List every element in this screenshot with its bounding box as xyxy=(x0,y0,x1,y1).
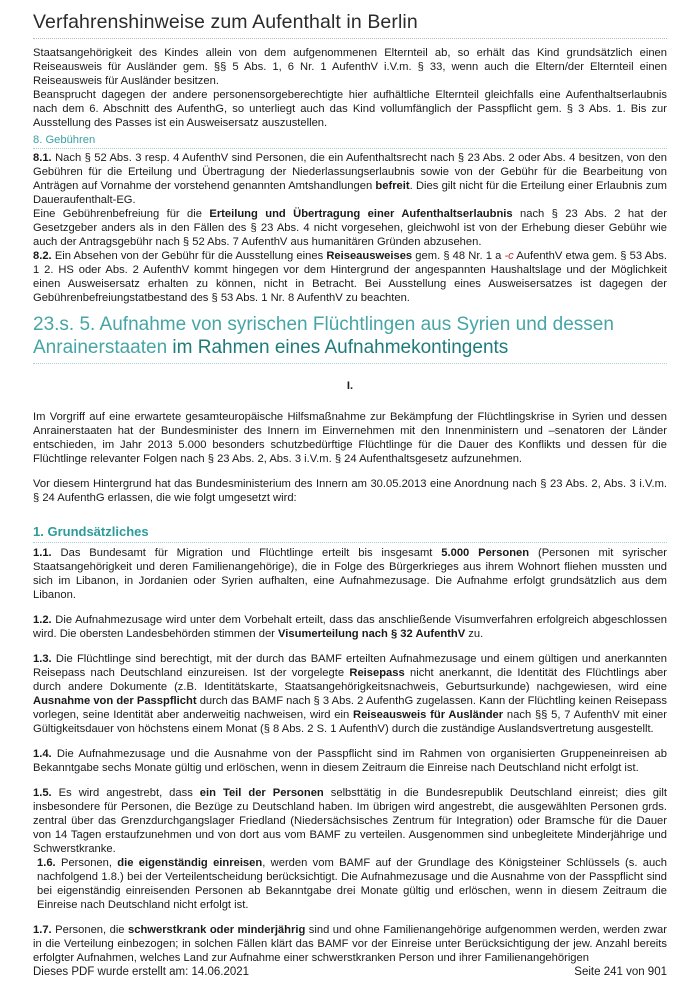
paragraph-8-2: 8.2. Ein Absehen von der Gebühr für die Ausstellung eines Reiseausweises gem. § 48 Nr. 1 a -c AufenthV etwa gem. § 53 Abs. 1 2. HS oder Abs. 2 AufenthV kommt hingegen vor dem Hintergrund der angespannten Haushaltslage und der Möglichkeit einen Ausweisersatz erhalten zu können, nicht in Betracht. Bei Ausstellung eines Ausweisersatzes ist dagegen der Gebührenbefreiungstatbestand des § 53 Abs. 1 Nr. 8 AufenthV zu beachten. xyxy=(33,250,667,305)
document-title: Verfahrenshinweise zum Aufenthalt in Berlin xyxy=(33,10,667,39)
paragraph-1-1: 1.1. Das Bundesamt für Migration und Flüchtlinge erteilt bis insgesamt 5.000 Personen (Personen mit syrischer Staatsangehörigkeit und deren Familienangehörige), die in Folge des Bürgerkrieges aus ihrem Wohnort fliehen mussten und sich im Libanon, in Jordanien oder Syrien aufhalten, eine Aufnahmezusage. Die Aufnahme erfolgt grundsätzlich aus dem Libanon. xyxy=(33,547,667,602)
creation-date: Dieses PDF wurde erstellt am: 14.06.2021 xyxy=(33,966,250,978)
paragraph-1-2: 1.2. Die Aufnahmezusage wird unter dem Vorbehalt erteilt, dass das anschließende Visumverfahren erfolgreich abgeschlossen wird. Die obersten Landesbehörden stimmen der Visumerteilung nach § 32 AufenthV zu. xyxy=(33,614,667,641)
roman-numeral-heading: I. xyxy=(346,380,354,393)
paragraph-1-4: 1.4. Die Aufnahmezusage und die Ausnahme von der Passpflicht sind im Rahmen von organisierten Gruppeneinreisen ab Bekanntgabe sechs Monate gültig und erlöschen, wenn in diesem Zeitraum die Einreise nach Deutschland nicht erfolgt ist. xyxy=(33,748,667,775)
paragraph-number: 8.1. xyxy=(33,152,52,165)
paragraph-1-3: 1.3. Die Flüchtlinge sind berechtigt, mit der durch das BAMF erteilten Aufnahmezusage und einem gültigen und anerkannten Reisepass nach Deutschland einzureisen. Ist der vorgelegte Reisepass nicht anerkannt, die Identität des Flüchtlings aber durch andere Dokumente (z.B. Identitätskarte, Staatsangehörigkeitsnachweis, Geburtsurkunde) nachgewiesen, wird eine Ausnahme von der Passpflicht durch das BAMF nach § 3 Abs. 2 AufenthG zugelassen. Kann der Flüchtling keinen Reisepass vorlegen, seine Identität aber anderweitig nachweisen, wird ein Reiseausweis für Ausländer nach §§ 5, 7 AufenthV mit einer Gültigkeitsdauer von höchstens einem Monat (§ 8 Abs. 2 S. 1 AufenthV) durch die zuständige Auslandsvertretung ausgestellt. xyxy=(33,653,667,736)
section-paragraph-2: Vor diesem Hintergrund hat das Bundesministerium des Innern am 30.05.2013 eine Anordnung nach § 23 Abs. 2, Abs. 3 i.V.m. § 24 AufenthG erlassen, die wie folgt umgesetzt wird: xyxy=(33,478,667,505)
page-footer xyxy=(33,965,667,979)
paragraph-8-1: 8.1. Nach § 52 Abs. 3 resp. 4 AufenthV sind Personen, die ein Aufenthaltsrecht nach § 23 Abs. 2 oder Abs. 4 besitzen, von den Gebühren für die Erteilung und Übertragung der Niederlassungserlaubnis sowie von der Gebühr für die Bearbeitung von Anträgen auf Vornahme der vorstehend genannten Amtshandlungen befreit. Dies gilt nicht für die Erteilung einer Erlaubnis zum Daueraufenthalt-EG. xyxy=(33,152,668,207)
document-page xyxy=(33,10,667,965)
section-title: 23.s. 5. Aufnahme von syrischen Flüchtlingen aus Syrien und dessen Anrainerstaaten im Rahmen eines Aufnahmekontingents xyxy=(33,314,667,364)
paragraph-1-6: 1.6. Personen, die eigenständig einreisen, werden vom BAMF auf der Grundlage des Königsteiner Schlüssels (s. auch nachfolgend 1.8.) bei der Verteilentscheidung berücksichtigt. Die Aufnahmezusage und die Ausnahme von der Passpflicht sind bei eigenständig einreisenden Personen ab Bekanntgabe drei Monate gültig und erlöschen, wenn in diesem Zeitraum die Einreise nach Deutschland nicht erfolgt ist. xyxy=(37,857,668,912)
page-number: Seite 241 von 901 xyxy=(574,966,667,978)
section-paragraph-1: Im Vorgriff auf eine erwartete gesamteuropäische Hilfsmaßnahme zur Bekämpfung der Flüchtlingskrise in Syrien und dessen Anrainerstaaten hat der Bundesminister des Innern im Einvernehmen mit den Innenministern und –senatoren der Länder entschieden, im Jahr 2013 5.000 besonders schutzbedürftige Flüchtlinge für die Dauer des Konflikts und dessen für die Flüchtlinge relevanter Folgen nach § 23 Abs. 2, Abs. 3 i.V.m. § 24 Aufenthaltsgesetz aufzunehmen. xyxy=(33,411,667,466)
paragraph-1-7: 1.7. Personen, die schwerstkrank oder minderjährig sind und ohne Familienangehörige aufgenommen werden, werden zwar in die Verteilung einbezogen; in solchen Fällen klärt das BAMF vor der Einreise unter Berücksichtigung der jew. Anzahl bereits erfolgter Aufnahmen, welches Land zur Aufnahme einer schwerstkranken Person und ihrer Familienangehörigen xyxy=(33,924,667,965)
principles-heading: 1. Grundsätzliches xyxy=(33,524,667,543)
red-annotation: -c xyxy=(504,250,514,263)
paragraph-8-1-b: Eine Gebührenbefreiung für die Erteilung und Übertragung einer Aufenthaltserlaubnis nach § 23 Abs. 2 hat der Gesetzgeber anders als in den Fällen des § 23 Abs. 4 nicht vorgesehen, gleichwohl ist von der Erhebung dieser Gebühr wie auch der Antragsgebühr nach § 52 Abs. 7 AufenthV aus humanitären Gründen abzusehen. xyxy=(33,208,667,249)
paragraph-number: 8.2. xyxy=(33,250,52,263)
paragraph-1-5: 1.5. Es wird angestrebt, dass ein Teil der Personen selbsttätig in die Bundesrepublik Deutschland einreist; dies gilt insbesondere für Personen, die Bezüge zu Deutschland haben. Im übrigen wird angestrebt, die ausgewählten Personen grds. zentral über das Grenzdurchgangslager Friedland (Niedersächsisches Zentrum für Integration) oder Bramsche für die Dauer von 14 Tagen erstaufzunehmen und von dort aus vom BAMF zu verteilen. Ausgenommen sind unbegleitete Minderjährige und Schwerstkranke. xyxy=(33,787,667,856)
intro-paragraph-2: Beansprucht dagegen der andere personensorgeberechtigte hier aufhältliche Elternteil gleichfalls eine Aufenthaltserlaubnis nach dem 6. Abschnitt des AufenthG, so unterliegt auch das Kind vollumfänglich der Passpflicht gem. § 3 Abs. 1. Bis zur Ausstellung des Passes ist ein Ausweisersatz auszustellen. xyxy=(33,89,667,130)
intro-paragraph-1: Staatsangehörigkeit des Kindes allein von dem aufgenommenen Elternteil ab, so erhält das Kind grundsätzlich einen Reiseausweis für Ausländer gem. §§ 5 Abs. 1, 6 Nr. 1 AufenthV i.V.m. § 33, wenn auch die Eltern/der Elternteil einen Reiseausweis für Ausländer besitzen. xyxy=(33,47,667,88)
fees-heading: 8. Gebühren xyxy=(33,133,667,149)
